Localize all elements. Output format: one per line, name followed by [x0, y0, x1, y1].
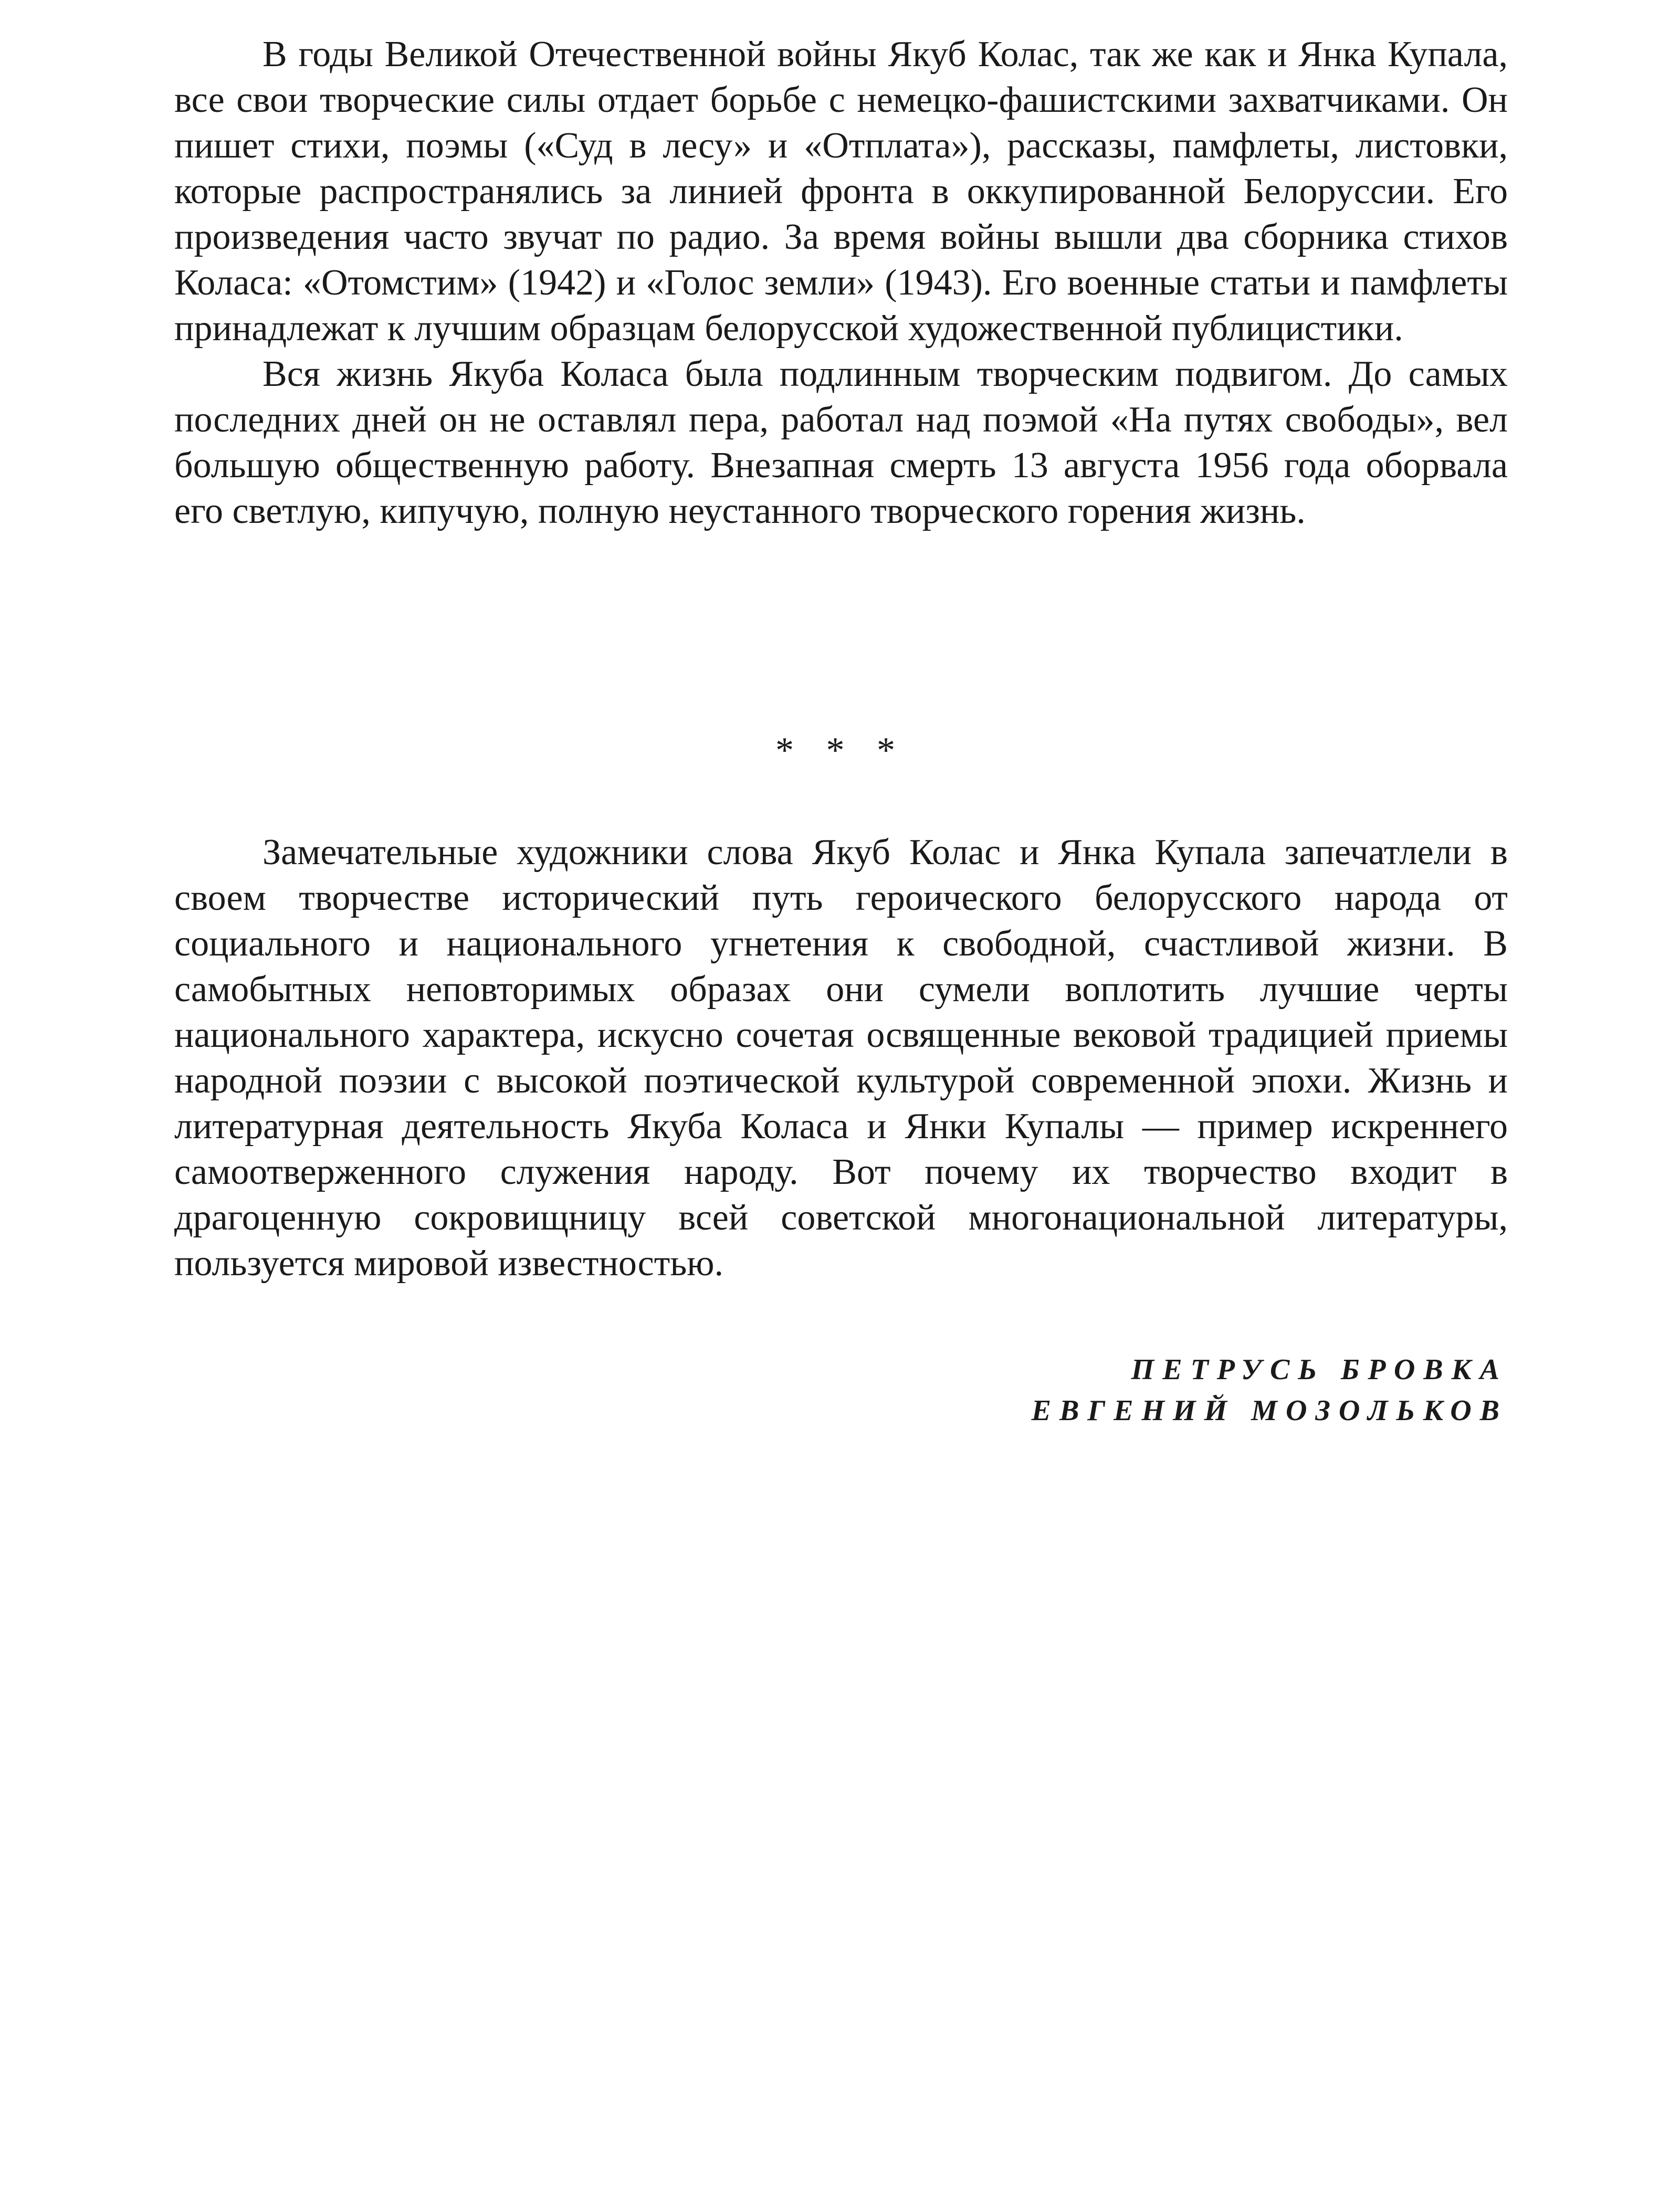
- paragraph-life-feat: Вся жизнь Якуба Коласа была подлинным творческим подвигом. До самых последних дней он не оставлял пера, работал над поэмой «На путях свободы», вел большую общественную работу. Внезапная смерть 13 августа 1956 года оборвала его светлую, кипучую, полную неустанного творческого горения жизнь.: [174, 354, 1508, 531]
- author-signature: [174, 1349, 1508, 1431]
- text-section-bottom: [174, 830, 1508, 1286]
- section-separator: * * *: [775, 730, 907, 771]
- paragraph-war-years: В годы Великой Отечественной войны Якуб Колас, так же как и Янка Купала, все свои творческие силы отдает борьбе с немецко-фашистскими захватчиками. Он пишет стихи, поэмы («Суд в лесу» и «Отплата»), рассказы, памфлеты, листовки, которые распространялись за линией фронта в оккупированной Белоруссии. Его произведения часто звучат по радио. За время войны вышли два сборника стихов Коласа: «Отомстим» (1942) и «Голос земли» (1943). Его военные статьи и памфлеты принадлежат к лучшим образцам белорусской художественной публицистики.: [174, 34, 1508, 349]
- text-section-top: [174, 32, 1508, 534]
- paragraph-conclusion: Замечательные художники слова Якуб Колас и Янка Купала запечатлели в своем творчестве исторический путь героического белорусского народа от социального и национального угнетения к свободной, счастливой жизни. В самобытных неповторимых образах они сумели воплотить лучшие черты национального характера, искусно сочетая освященные вековой традицией приемы народной поэзии с высокой поэтической культурой современной эпохи. Жизнь и литературная деятельность Якуба Коласа и Янки Купалы — пример искреннего самоотверженного служения народу. Вот почему их творчество входит в драгоценную сокровищницу всей советской многонациональной литературы, пользуется мировой известностью.: [174, 832, 1508, 1284]
- author-name-2: ЕВГЕНИЙ МОЗОЛЬКОВ: [1031, 1394, 1508, 1427]
- author-name-1: ПЕТРУСЬ БРОВКА: [1131, 1353, 1508, 1386]
